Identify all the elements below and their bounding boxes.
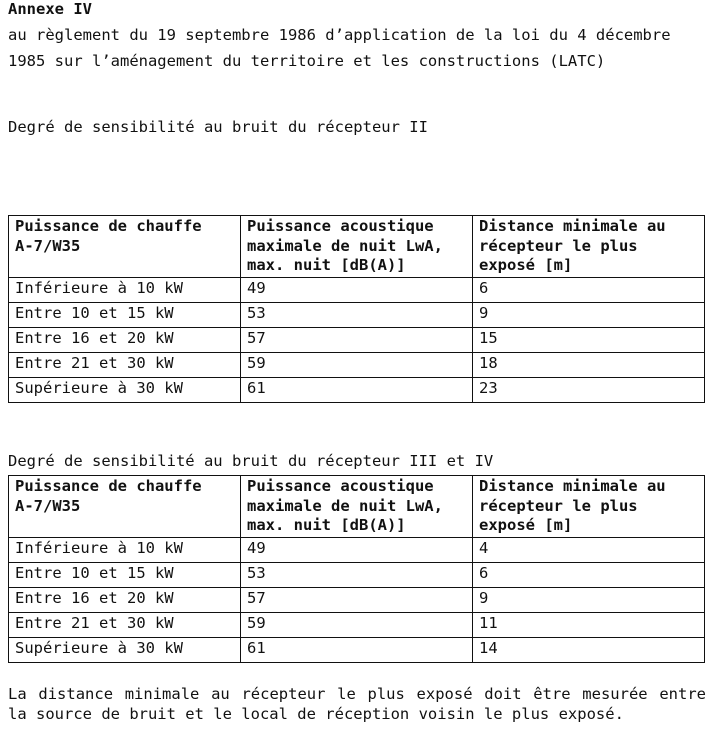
header-line: maximale de nuit LwA, (247, 496, 443, 515)
header-heating-power (9, 476, 241, 538)
header-line: A-7/W35 (15, 496, 81, 515)
table-header-row (9, 216, 705, 278)
noise-table-receptor-3-4 (8, 475, 705, 663)
cell-min-distance: 9 (473, 302, 705, 327)
cell-acoustic-power: 53 (241, 562, 473, 587)
noise-table-receptor-2 (8, 215, 705, 403)
table-header-row (9, 476, 705, 538)
cell-acoustic-power: 57 (241, 327, 473, 352)
measurement-note: La distance minimale au récepteur le plus exposé doit être mesurée entre la source de bruit et le local de réception voisin le plus exposé. (8, 685, 706, 723)
header-line: récepteur le plus (479, 236, 638, 255)
cell-min-distance: 6 (473, 562, 705, 587)
table-row (9, 587, 705, 612)
cell-heating-power: Entre 21 et 30 kW (9, 612, 241, 637)
cell-min-distance: 15 (473, 327, 705, 352)
cell-acoustic-power: 49 (241, 537, 473, 562)
cell-min-distance: 18 (473, 352, 705, 377)
table-row (9, 352, 705, 377)
table-row (9, 327, 705, 352)
header-min-distance (473, 216, 705, 278)
header-line: Distance minimale au (479, 477, 666, 495)
cell-acoustic-power: 61 (241, 637, 473, 662)
header-line: Puissance de chauffe (15, 217, 202, 235)
cell-acoustic-power: 49 (241, 277, 473, 302)
cell-min-distance: 11 (473, 612, 705, 637)
table-row (9, 377, 705, 402)
cell-min-distance: 6 (473, 277, 705, 302)
cell-heating-power: Inférieure à 10 kW (9, 277, 241, 302)
header-min-distance (473, 476, 705, 538)
table-row (9, 562, 705, 587)
header-line: max. nuit [dB(A)] (247, 516, 406, 534)
header-line: exposé [m] (479, 256, 573, 274)
section-2-heading: Degré de sensibilité au bruit du récepteur III et IV (8, 452, 494, 470)
cell-heating-power: Entre 16 et 20 kW (9, 587, 241, 612)
cell-acoustic-power: 61 (241, 377, 473, 402)
cell-min-distance: 4 (473, 537, 705, 562)
header-line: Puissance acoustique (247, 477, 434, 495)
cell-min-distance: 14 (473, 637, 705, 662)
table-row (9, 277, 705, 302)
cell-heating-power: Entre 21 et 30 kW (9, 352, 241, 377)
cell-acoustic-power: 57 (241, 587, 473, 612)
header-line: maximale de nuit LwA, (247, 236, 443, 255)
table-row (9, 302, 705, 327)
header-line: Puissance de chauffe (15, 477, 202, 495)
header-line: récepteur le plus (479, 496, 638, 515)
table-row (9, 612, 705, 637)
cell-heating-power: Entre 10 et 15 kW (9, 302, 241, 327)
cell-min-distance: 23 (473, 377, 705, 402)
cell-heating-power: Entre 10 et 15 kW (9, 562, 241, 587)
header-line: max. nuit [dB(A)] (247, 256, 406, 274)
cell-heating-power: Supérieure à 30 kW (9, 377, 241, 402)
document-subtitle-line-1: au règlement du 19 septembre 1986 d’application de la loi du 4 décembre (8, 26, 671, 44)
cell-acoustic-power: 53 (241, 302, 473, 327)
cell-acoustic-power: 59 (241, 612, 473, 637)
header-acoustic-power (241, 216, 473, 278)
header-line: exposé [m] (479, 516, 573, 534)
header-line: Distance minimale au (479, 217, 666, 235)
cell-heating-power: Entre 16 et 20 kW (9, 327, 241, 352)
document-title: Annexe IV (8, 0, 92, 18)
header-acoustic-power (241, 476, 473, 538)
header-heating-power (9, 216, 241, 278)
section-1-heading: Degré de sensibilité au bruit du récepteur II (8, 118, 428, 136)
cell-acoustic-power: 59 (241, 352, 473, 377)
table-row (9, 537, 705, 562)
document-subtitle-line-2: 1985 sur l’aménagement du territoire et les constructions (LATC) (8, 52, 606, 70)
header-line: A-7/W35 (15, 236, 81, 255)
cell-heating-power: Inférieure à 10 kW (9, 537, 241, 562)
header-line: Puissance acoustique (247, 217, 434, 235)
cell-heating-power: Supérieure à 30 kW (9, 637, 241, 662)
cell-min-distance: 9 (473, 587, 705, 612)
table-row (9, 637, 705, 662)
